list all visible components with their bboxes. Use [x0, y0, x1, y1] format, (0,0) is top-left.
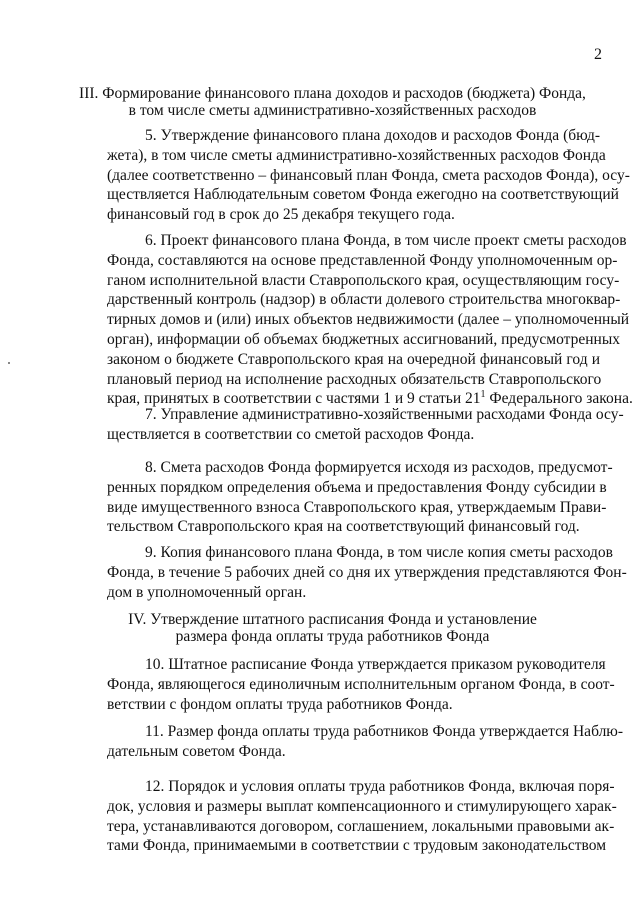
paragraph-line: тельством Ставропольского края на соответствующий финансовый год. — [107, 518, 580, 536]
page-number: 2 — [594, 46, 602, 63]
paragraph-line: 10. Штатное расписание Фонда утверждается приказом руководителя — [145, 656, 606, 673]
paragraph-line: виде имущественного взноса Ставропольского края, утверждаемым Прави- — [107, 498, 607, 516]
paragraph-line: тера, устанавливаются договором, соглашением, локальными правовыми ак- — [107, 817, 615, 835]
paragraph-11 — [107, 722, 624, 762]
paragraph-9 — [107, 543, 627, 602]
paragraph-line: ветствии с фондом оплаты труда работников Фонда. — [107, 695, 453, 713]
paragraph-line: ганом исполнительной власти Ставропольского края, осуществляющим госу- — [107, 271, 620, 289]
section-heading-3-line2: в том числе сметы административно-хозяйственных расходов — [128, 102, 537, 119]
paragraph-line: 9. Копия финансового плана Фонда, в том числе копия сметы расходов — [145, 544, 613, 561]
paragraph-10 — [107, 655, 615, 714]
section-heading-3 — [60, 85, 605, 119]
margin-mark — [8, 362, 10, 364]
paragraph-12 — [107, 777, 617, 856]
paragraph-line: дарственный контроль (надзор) в области долевого строительства многоквар- — [107, 291, 621, 309]
section-heading-4 — [60, 611, 605, 645]
paragraph-line: Фонда, составляются на основе представленной Фонду уполномоченным ор- — [107, 251, 618, 269]
paragraph-line: (далее соответственно – финансовый план Фонда, смета расходов Фонда), осу- — [107, 166, 630, 184]
paragraph-line: 8. Смета расходов Фонда формируется исходя из расходов, предусмот- — [145, 459, 613, 476]
paragraph-6 — [107, 231, 633, 409]
paragraph-line: 11. Размер фонда оплаты труда работников Фонда утверждается Наблю- — [145, 723, 624, 740]
section-heading-4-line2: размера фонда оплаты труда работников Фонда — [175, 628, 490, 645]
paragraph-6-last-tail: Федерального закона. — [485, 390, 633, 408]
paragraph-6-last-text: края, принятых в соответствии с частями 1 и 9 статьи 21 — [107, 390, 481, 408]
paragraph-line: дом в уполномоченный орган. — [107, 583, 307, 601]
paragraph-line: плановый период на исполнение расходных обязательств Ставропольского — [107, 370, 602, 388]
section-heading-4-line1: IV. Утверждение штатного расписания Фонда и установление — [128, 611, 537, 628]
paragraph-line: финансовый год в срок до 25 декабря текущего года. — [107, 206, 455, 224]
paragraph-line: тирных домов и (или) иных объектов недвижимости (далее – уполномоченный — [107, 311, 630, 329]
paragraph-line: ществляется Наблюдательным советом Фонда ежегодно на соответствующий — [107, 186, 619, 204]
paragraph-line: ществляется в соответствии со сметой расходов Фонда. — [107, 425, 475, 443]
paragraph-line: док, условия и размеры выплат компенсационного и стимулирующего харак- — [107, 797, 617, 815]
paragraph-line: 6. Проект финансового плана Фонда, в том числе проект сметы расходов — [145, 232, 627, 249]
paragraph-line: ренных порядком определения объема и предоставления Фонду субсидии в — [107, 478, 607, 496]
paragraph-line: Фонда, являющегося единоличным исполнительным органом Фонда, в соот- — [107, 675, 615, 693]
paragraph-line: орган), информации об объемах бюджетных ассигнований, предусмотренных — [107, 330, 621, 348]
paragraph-line: законом о бюджете Ставропольского края на очередной финансовый год и — [107, 350, 600, 368]
superscript: 1 — [480, 389, 486, 401]
paragraph-5 — [107, 126, 630, 225]
paragraph-line: дательным советом Фонда. — [107, 742, 286, 760]
paragraph-line: Фонда, в течение 5 рабочих дней со дня их утверждения представляются Фон- — [107, 563, 627, 581]
paragraph-line: тами Фонда, принимаемыми в соответствии с трудовым законодательством — [107, 837, 607, 855]
paragraph-line: 12. Порядок и условия оплаты труда работников Фонда, включая поря- — [145, 778, 615, 795]
paragraph-line: жета), в том числе сметы административно-хозяйственных расходов Фонда — [107, 146, 606, 164]
paragraph-7 — [107, 405, 624, 445]
paragraph-line: 7. Управление административно-хозяйственными расходами Фонда осу- — [145, 406, 624, 423]
paragraph-line: 5. Утверждение финансового плана доходов и расходов Фонда (бюд- — [145, 127, 600, 144]
paragraph-8 — [107, 458, 613, 537]
section-heading-3-line1: III. Формирование финансового плана доходов и расходов (бюджета) Фонда, — [79, 85, 586, 102]
